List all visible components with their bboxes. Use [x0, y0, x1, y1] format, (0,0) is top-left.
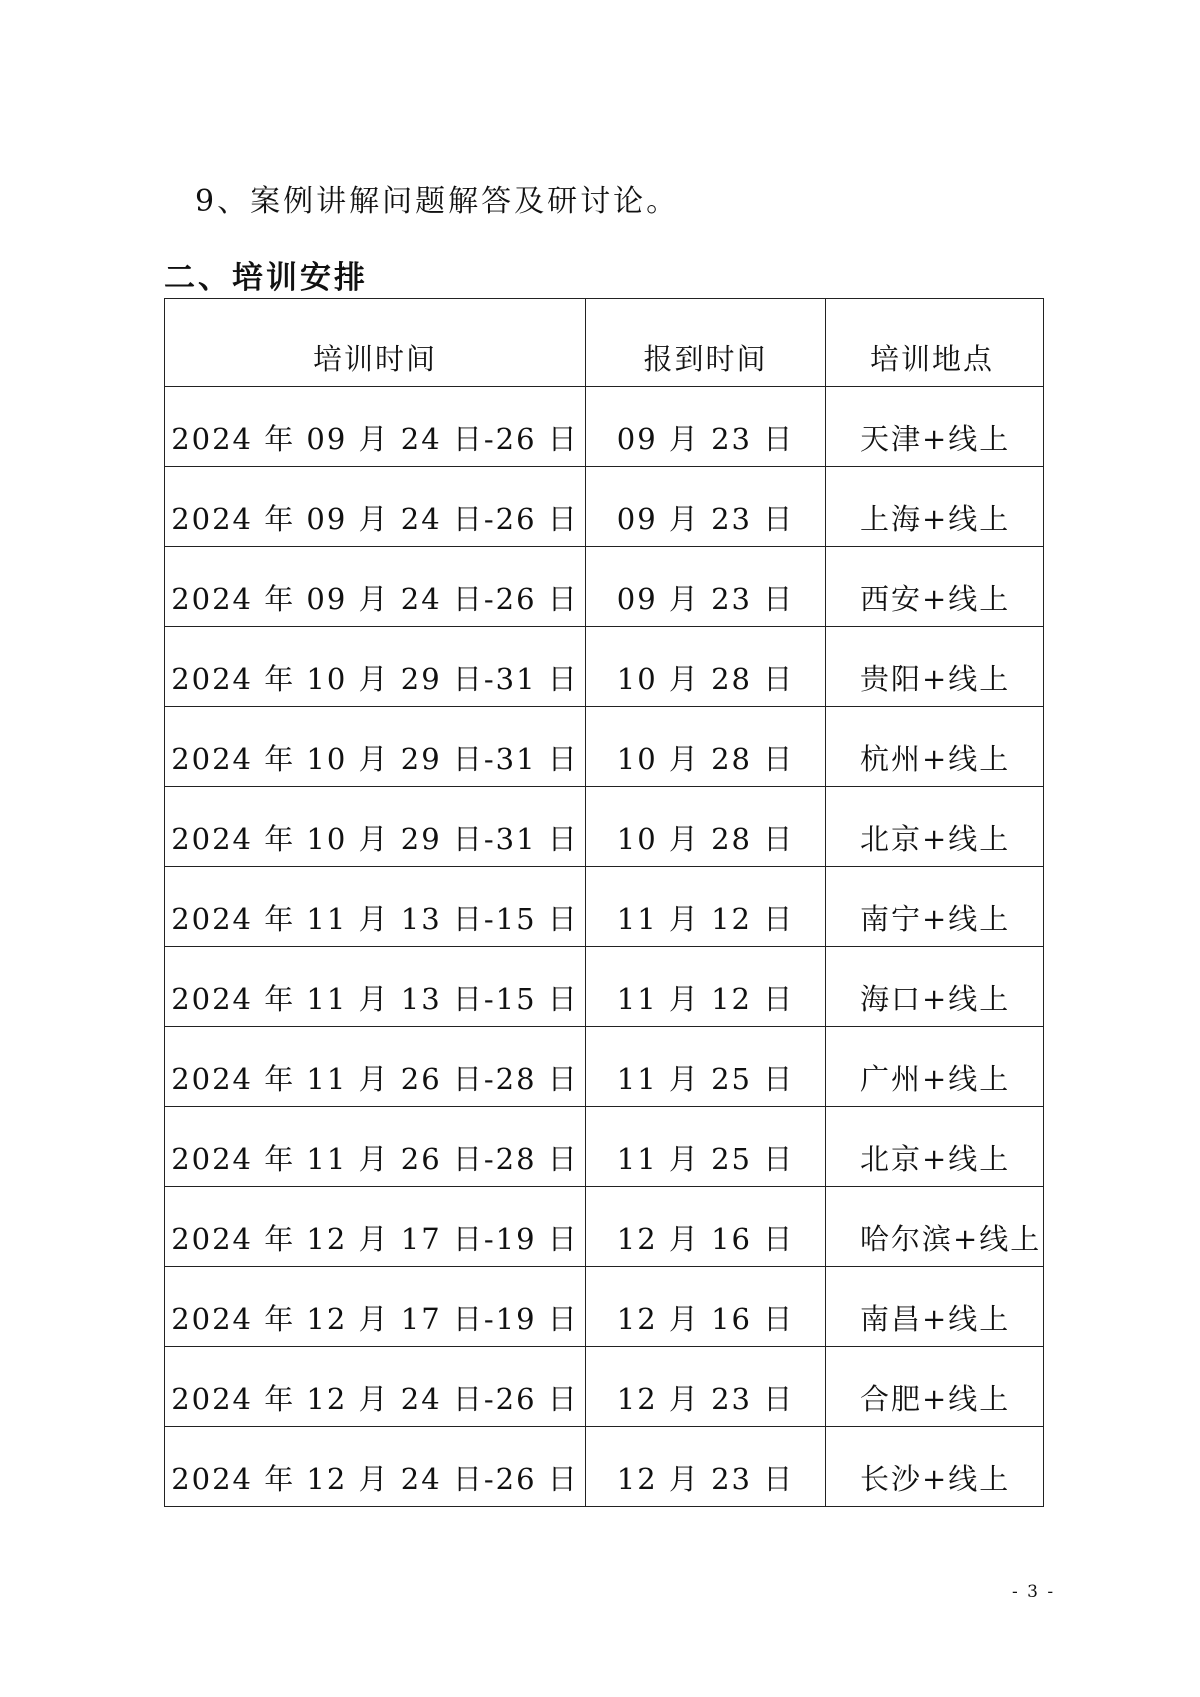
cell-training-location: 南宁+线上: [826, 867, 1044, 947]
cell-check-in-time: 09 月 23 日: [586, 387, 826, 467]
table-body: [165, 387, 1044, 1507]
table-row: [165, 1187, 1044, 1267]
cell-training-time: 2024 年 09 月 24 日-26 日: [165, 467, 586, 547]
list-item-9: 9、案例讲解问题解答及研讨论。: [195, 184, 680, 219]
cell-training-location: 南昌+线上: [826, 1267, 1044, 1347]
cell-check-in-time: 10 月 28 日: [586, 787, 826, 867]
cell-training-time: 2024 年 12 月 17 日-19 日: [165, 1267, 586, 1347]
cell-training-time: 2024 年 12 月 17 日-19 日: [165, 1187, 586, 1267]
table-row: [165, 947, 1044, 1027]
cell-training-location: 西安+线上: [826, 547, 1044, 627]
cell-training-location: 杭州+线上: [826, 707, 1044, 787]
training-schedule-table: [164, 298, 1044, 1507]
cell-training-time: 2024 年 11 月 26 日-28 日: [165, 1027, 586, 1107]
header-training-location: 培训地点: [826, 299, 1044, 387]
header-check-in-time: 报到时间: [586, 299, 826, 387]
cell-check-in-time: 12 月 16 日: [586, 1187, 826, 1267]
cell-check-in-time: 11 月 12 日: [586, 947, 826, 1027]
table-row: [165, 1107, 1044, 1187]
cell-training-time: 2024 年 11 月 26 日-28 日: [165, 1107, 586, 1187]
cell-check-in-time: 09 月 23 日: [586, 467, 826, 547]
table-row: [165, 1027, 1044, 1107]
cell-training-location: 广州+线上: [826, 1027, 1044, 1107]
table-row: [165, 387, 1044, 467]
cell-training-time: 2024 年 11 月 13 日-15 日: [165, 867, 586, 947]
table-row: [165, 867, 1044, 947]
table-row: [165, 1427, 1044, 1507]
cell-training-location: 哈尔滨+线上: [826, 1187, 1044, 1267]
table-row: [165, 627, 1044, 707]
table-row: [165, 1347, 1044, 1427]
cell-training-time: 2024 年 09 月 24 日-26 日: [165, 387, 586, 467]
cell-training-time: 2024 年 10 月 29 日-31 日: [165, 707, 586, 787]
cell-training-location: 北京+线上: [826, 787, 1044, 867]
cell-training-location: 北京+线上: [826, 1107, 1044, 1187]
cell-training-location: 合肥+线上: [826, 1347, 1044, 1427]
table-row: [165, 467, 1044, 547]
table-row: [165, 787, 1044, 867]
cell-check-in-time: 10 月 28 日: [586, 627, 826, 707]
section-heading: 二、培训安排: [164, 260, 368, 296]
table-header-row: [165, 299, 1044, 387]
cell-training-location: 海口+线上: [826, 947, 1044, 1027]
cell-check-in-time: 12 月 16 日: [586, 1267, 826, 1347]
cell-check-in-time: 12 月 23 日: [586, 1427, 826, 1507]
cell-training-time: 2024 年 11 月 13 日-15 日: [165, 947, 586, 1027]
cell-training-location: 贵阳+线上: [826, 627, 1044, 707]
cell-training-location: 上海+线上: [826, 467, 1044, 547]
cell-check-in-time: 12 月 23 日: [586, 1347, 826, 1427]
cell-training-time: 2024 年 10 月 29 日-31 日: [165, 787, 586, 867]
cell-check-in-time: 10 月 28 日: [586, 707, 826, 787]
table-row: [165, 1267, 1044, 1347]
header-training-time: 培训时间: [165, 299, 586, 387]
cell-training-time: 2024 年 10 月 29 日-31 日: [165, 627, 586, 707]
cell-check-in-time: 11 月 25 日: [586, 1107, 826, 1187]
cell-training-location: 天津+线上: [826, 387, 1044, 467]
cell-training-time: 2024 年 09 月 24 日-26 日: [165, 547, 586, 627]
cell-training-time: 2024 年 12 月 24 日-26 日: [165, 1347, 586, 1427]
table-row: [165, 707, 1044, 787]
table-row: [165, 547, 1044, 627]
cell-check-in-time: 11 月 25 日: [586, 1027, 826, 1107]
page-number: - 3 -: [1012, 1582, 1056, 1602]
cell-training-time: 2024 年 12 月 24 日-26 日: [165, 1427, 586, 1507]
cell-check-in-time: 11 月 12 日: [586, 867, 826, 947]
cell-training-location: 长沙+线上: [826, 1427, 1044, 1507]
cell-check-in-time: 09 月 23 日: [586, 547, 826, 627]
